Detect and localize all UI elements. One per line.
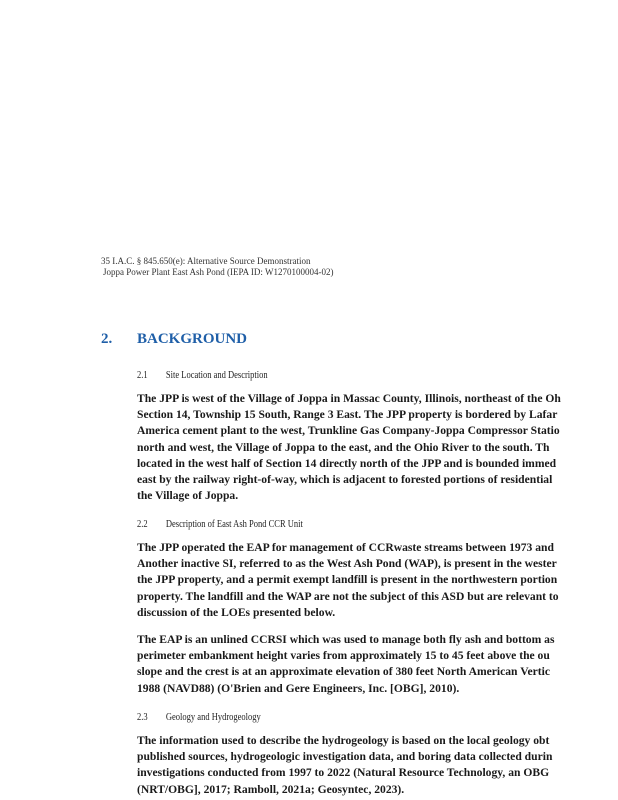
text-line: Section 14, Township 15 South, Range 3 East. The JPP property is bordered by Lafar — [137, 408, 558, 422]
section-heading — [101, 331, 247, 348]
paragraph-eap-operation — [137, 540, 618, 621]
subsection-heading-2-2 — [137, 519, 303, 530]
subsection-heading-2-3 — [137, 712, 261, 723]
text-line: The EAP is an unlined CCRSI which was used to manage both fly ash and bottom as — [137, 633, 555, 646]
text-line: property. The landfill and the WAP are not the subject of this ASD but are relevant to — [137, 589, 559, 603]
text-line: located in the west half of Section 14 directly north of the JPP and is bounded immed — [137, 456, 557, 470]
subsection-number: 2.2 — [137, 519, 148, 530]
paragraph-eap-description — [137, 632, 618, 697]
text-line: (NRT/OBG], 2017; Ramboll, 2021a; Geosyntec, 2023). — [137, 782, 405, 796]
header-site-line: Joppa Power Plant East Ash Pond (IEPA ID: W1270100004-02) — [103, 267, 334, 277]
text-line: the Village of Joppa. — [137, 489, 239, 503]
section-number: 2. — [101, 331, 113, 347]
section-title: BACKGROUND — [137, 331, 248, 347]
text-line: the JPP property, and a permit exempt landfill is present in the northwestern portion — [137, 573, 558, 587]
text-line: slope and the crest is at an approximate elevation of 380 feet North American Vertic — [137, 665, 551, 679]
text-line: The JPP operated the EAP for management of CCRwaste streams between 1973 and — [137, 541, 554, 554]
text-line: 1988 (NAVD88) (O'Brien and Gere Engineers, Inc. [OBG], 2010). — [137, 681, 460, 695]
subsection-number: 2.1 — [137, 370, 148, 381]
text-line: investigations conducted from 1997 to 2022 (Natural Resource Technology, an OBG — [137, 766, 550, 780]
paragraph-site-location — [137, 391, 618, 504]
subsection-heading-2-1 — [137, 370, 268, 381]
text-line: Another inactive SI, referred to as the West Ash Pond (WAP), is present in the wester — [137, 557, 557, 571]
document-header — [101, 256, 334, 278]
subsection-title: Geology and Hydrogeology — [165, 712, 261, 723]
subsection-number: 2.3 — [137, 712, 148, 723]
text-line: perimeter embankment height varies from approximately 15 to 45 feet above the ou — [137, 649, 550, 663]
text-line: discussion of the LOEs presented below. — [137, 605, 336, 619]
text-line: America cement plant to the west, Trunkline Gas Company-Joppa Compressor Statio — [137, 424, 560, 438]
text-line: The information used to describe the hydrogeology is based on the local geology obt — [137, 734, 550, 747]
subsection-title: Site Location and Description — [165, 370, 268, 381]
text-line: north and west, the Village of Joppa to the east, and the Ohio River to the south. Th — [137, 440, 550, 454]
text-line: east by the railway right-of-way, which is adjacent to forested portions of residential — [137, 473, 553, 487]
text-line: published sources, hydrogeologic investigation data, and boring data collected durin — [137, 750, 553, 764]
paragraph-geology — [137, 733, 618, 798]
subsection-title: Description of East Ash Pond CCR Unit — [165, 519, 303, 530]
header-regulation-line: 35 I.A.C. § 845.650(e): Alternative Source Demonstration — [101, 256, 311, 266]
text-line: The JPP is west of the Village of Joppa in Massac County, Illinois, northeast of the Oh — [137, 392, 561, 405]
